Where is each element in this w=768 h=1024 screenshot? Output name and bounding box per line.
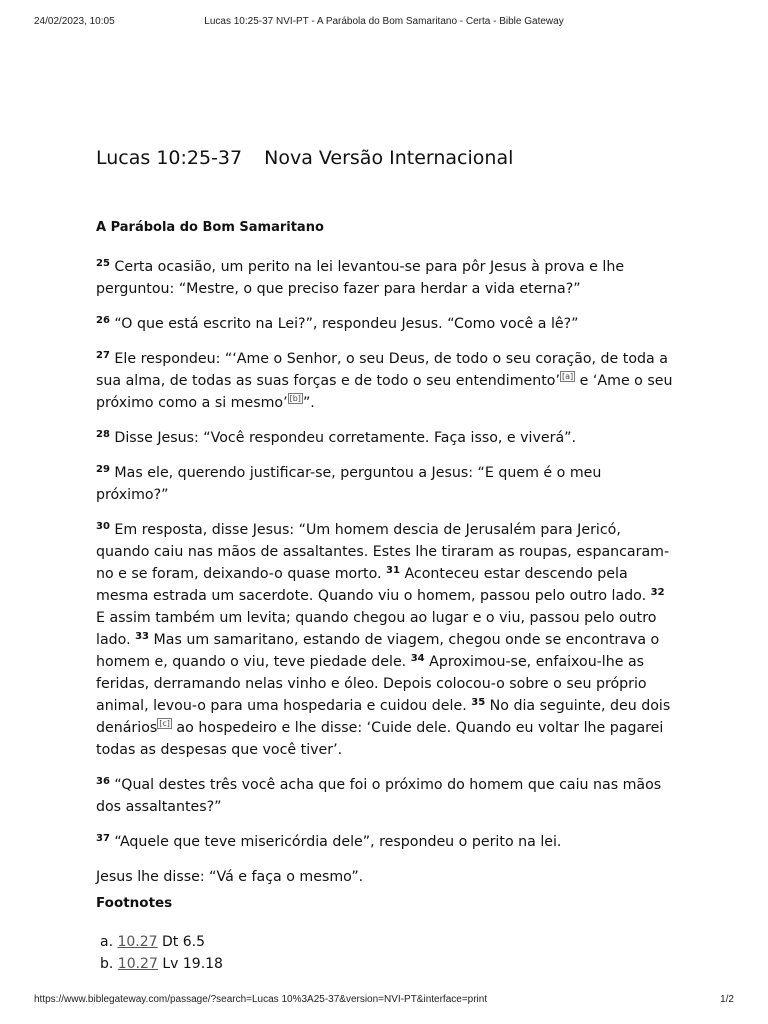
- verse-text: e ‘Ame o seu próximo como a si mesmo’: [96, 373, 673, 411]
- verse-paragraph: [96, 427, 676, 449]
- footnote-text: Dt 6.5: [162, 934, 206, 950]
- footnote-link[interactable]: [a]: [562, 372, 574, 381]
- verse-text: “Aquele que teve misericórdia dele”, respondeu o perito na lei.: [109, 834, 562, 850]
- verse-number: 36: [96, 776, 110, 787]
- verse-number: 37: [96, 833, 110, 844]
- verse-number: 31: [386, 565, 400, 576]
- verse-text: Em resposta, disse Jesus: “Um homem descia de Jerusalém para Jericó, quando caiu nas mãos de assaltantes. Estes lhe tiraram as roupas, espancaram-no e se foram, deixando-o quase morto.: [96, 522, 670, 582]
- verse-number: 25: [96, 258, 110, 269]
- verse-number: 32: [650, 587, 665, 598]
- footnote-item: [100, 953, 223, 975]
- footnote-item: [100, 931, 223, 953]
- footnotes-heading: Footnotes: [96, 895, 173, 911]
- verse-text: “O que está escrito na Lei?”, respondeu Jesus. “Como você a lê?”: [109, 316, 579, 332]
- footnote-ref-link[interactable]: 10.27: [117, 934, 158, 950]
- section-heading: A Parábola do Bom Samaritano: [96, 220, 324, 235]
- verse-paragraph: [96, 831, 676, 853]
- verse-text: Jesus lhe disse: “Vá e faça o mesmo”.: [96, 869, 364, 885]
- verse-text: Aproximou-se, enfaixou-lhe as feridas, derramando nelas vinho e óleo. Depois colocou-o sobre o seu próprio animal, levou-o para uma hospedaria e cuidou dele.: [96, 654, 647, 714]
- footnote-ref-link[interactable]: 10.27: [117, 956, 158, 972]
- verse-paragraph: [96, 774, 676, 818]
- verse-text: Certa ocasião, um perito na lei levantou-se para pôr Jesus à prova e lhe perguntou: “Mestre, o que preciso fazer para herdar a vida eterna?”: [96, 259, 625, 297]
- print-footer: [34, 994, 734, 1008]
- verse-text: ao hospedeiro e lhe disse: ‘Cuide dele. Quando eu voltar lhe pagarei todas as despesas que você tiver’.: [96, 720, 664, 758]
- footnotes-list: [100, 931, 223, 975]
- footnote-link[interactable]: [c]: [159, 719, 170, 728]
- verse-number: 30: [96, 521, 110, 532]
- verse-paragraph: [96, 866, 676, 888]
- verse-paragraph: [96, 313, 676, 335]
- verse-text: E assim também um levita; quando chegou ao lugar e o viu, passou pelo outro lado.: [96, 610, 657, 648]
- verse-number: 27: [96, 350, 110, 361]
- verse-text: Ele respondeu: “‘Ame o Senhor, o seu Deus, de todo o seu coração, de toda a sua alma, de todas as suas forças e de todo o seu entendimento’: [96, 351, 668, 389]
- verse-text: “Qual destes três você acha que foi o próximo do homem que caiu nas mãos dos assaltantes?”: [96, 777, 662, 815]
- verse-number: 26: [96, 315, 110, 326]
- passage-title: [96, 147, 513, 169]
- verse-text: Mas um samaritano, estando de viagem, chegou onde se encontrava o homem e, quando o viu, teve piedade dele.: [96, 632, 660, 670]
- verse-number: 34: [410, 653, 425, 664]
- verse-paragraph: [96, 519, 676, 761]
- verse-paragraph: [96, 348, 676, 414]
- verse-paragraph: [96, 462, 676, 506]
- print-header: [34, 16, 734, 30]
- verse-text: ”.: [302, 395, 315, 411]
- footnote-marker: b.: [100, 956, 114, 972]
- verse-text: Disse Jesus: “Você respondeu corretamente. Faça isso, e viverá”.: [109, 430, 577, 446]
- passage-version: Nova Versão Internacional: [264, 147, 514, 169]
- footnote-text: Lv 19.18: [162, 956, 223, 972]
- verse-number: 33: [135, 631, 150, 642]
- verse-number: 29: [96, 464, 110, 475]
- verse-text: Mas ele, querendo justificar-se, perguntou a Jesus: “E quem é o meu próximo?”: [96, 465, 602, 503]
- footnote-marker: a.: [100, 934, 114, 950]
- print-url: https://www.biblegateway.com/passage/?search=Lucas 10%3A25-37&version=NVI-PT&interface=print: [34, 994, 488, 1005]
- print-page-number: 1/2: [720, 994, 734, 1005]
- footnote-link[interactable]: [b]: [289, 394, 301, 403]
- verse-text: No dia seguinte, deu dois denários: [96, 698, 671, 736]
- verse-paragraph: [96, 256, 676, 300]
- print-document-title: Lucas 10:25-37 NVI-PT - A Parábola do Bom Samaritano - Certa - Bible Gateway: [204, 16, 564, 27]
- passage-body: [96, 256, 676, 901]
- passage-reference: Lucas 10:25-37: [96, 147, 243, 169]
- verse-number: 35: [471, 697, 486, 708]
- print-date: 24/02/2023, 10:05: [34, 16, 115, 27]
- verse-text: Aconteceu estar descendo pela mesma estrada um sacerdote. Quando viu o homem, passou pelo outro lado.: [96, 566, 651, 604]
- verse-number: 28: [96, 429, 110, 440]
